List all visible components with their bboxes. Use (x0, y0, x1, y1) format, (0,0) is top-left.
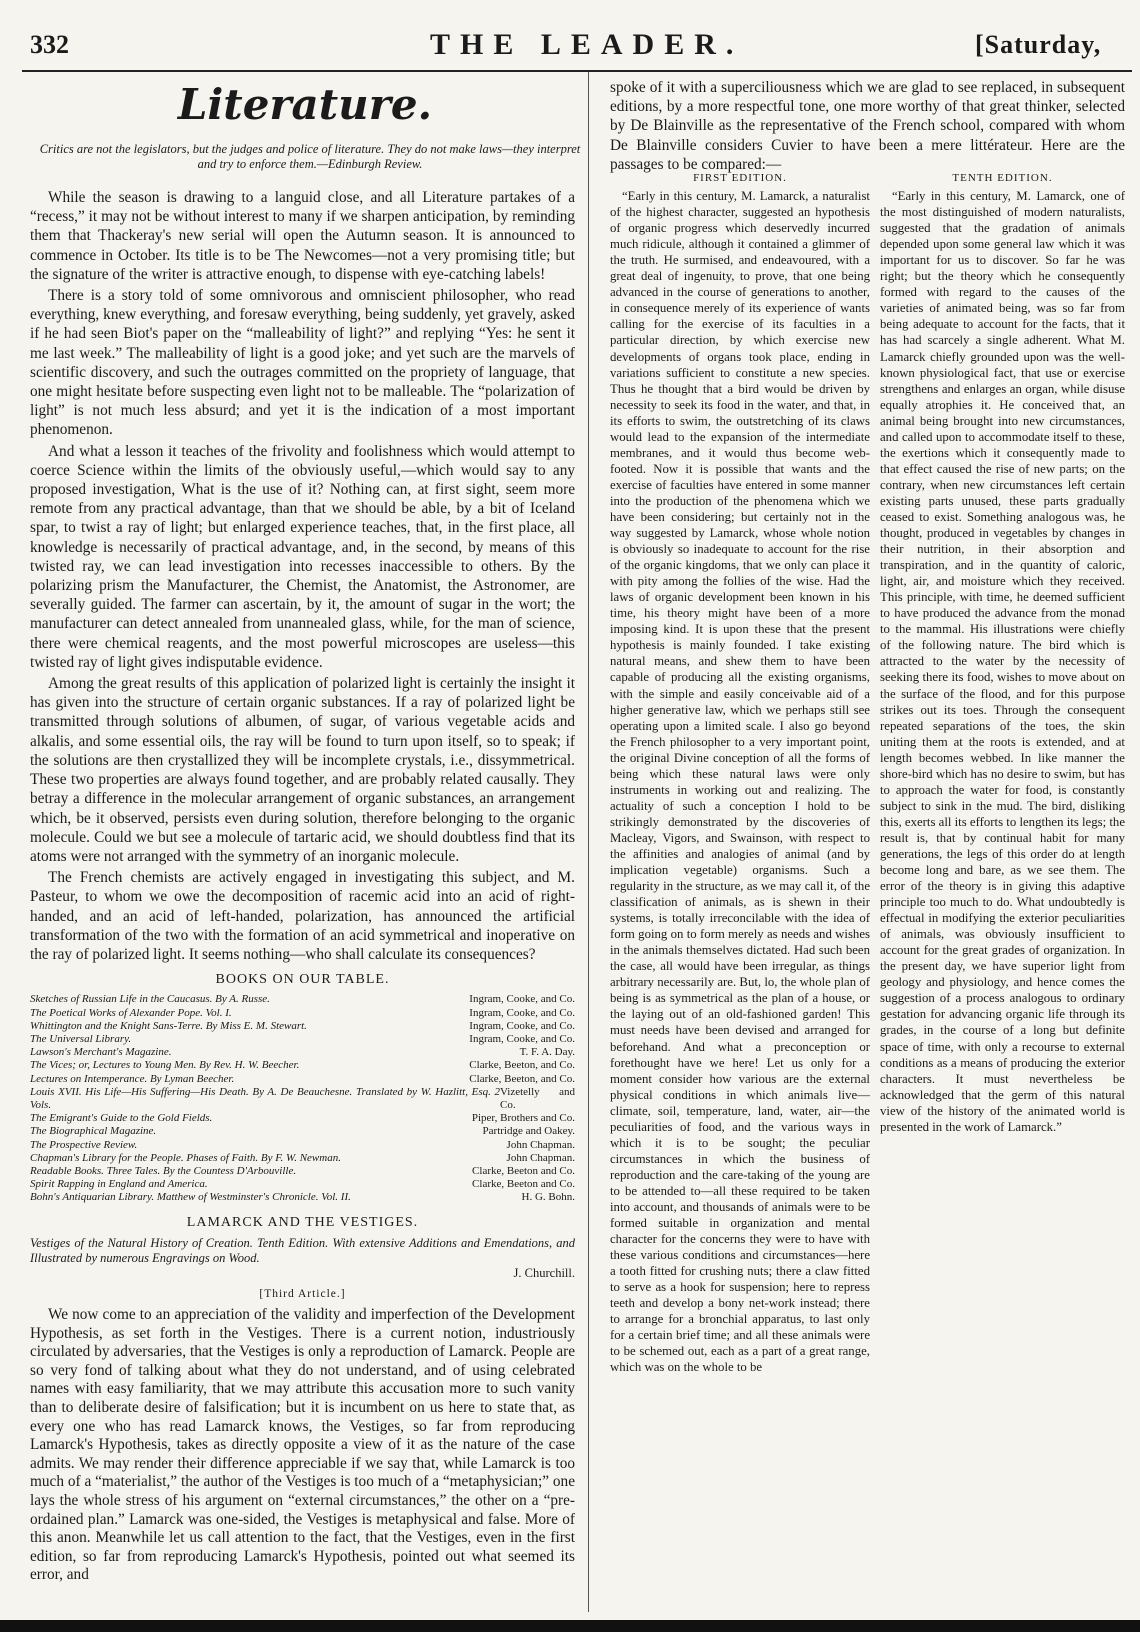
list-item (30, 1086, 575, 1112)
book-title: Spirit Rapping in England and America. (30, 1178, 208, 1191)
list-item (30, 1112, 575, 1125)
book-publisher: Ingram, Cooke, and Co. (469, 1032, 575, 1045)
book-title: The Poetical Works of Alexander Pope. Vol. I. (30, 1006, 232, 1019)
tenth-edition-heading: TENTH EDITION. (952, 172, 1053, 184)
book-title: Readable Books. Three Tales. By the Countess D'Arbouville. (30, 1164, 297, 1177)
first-edition-text: “Early in this century, M. Lamarck, a naturalist of the highest character, suggested an hypothesis of organic progress which deservedly incurred much ridicule, although it contained a glimmer of the truth. He surmised, and endeavoured, with a great deal of ingenuity, to prove, that one being advanced in the course of generations to another, in consequence merely of its experience of wants calling for the exercise of its faculties in a particular direction, by which exercise new developments of organs took place, ending in variations sufficient to constitute a new species. Thus he thought that a bird would be driven by necessity to seek its food in the water, and that, in its efforts to swim, the outstretching of its claws would lead to the expansion of the intermediate membranes, and it would thus become web-footed. Now it is possible that wants and the exercise of faculties have entered in some manner into the production of the phenomena which we have been considering; but certainly not in the way suggested by Lamarck, whose whole notion is obviously so inadequate to account for the rise of the organic kingdoms, that we only can place it with pity among the follies of the wise. Had the laws of organic development been known in his time, his theory might have been of a more imposing kind. It is upon these that the present hypothesis is mainly founded. I take existing natural means, and shew them to have been capable of producing all the existing organisms, with the simple and easily conceivable aid of a higher generative law, which we perhaps still see operating upon a limited scale. I also go beyond the French philosopher to a very important point, the original Divine conception of all the forms of being which these natural laws were only instruments in working out and realizing. The actuality of such a conception I hold to be strikingly demonstrated by the discoveries of Macleay, Vigors, and Swainson, with respect to the affinities and analogies of animal (and by implication vegetable) organisms. Such a regularity in the structure, as we may call it, of the classification of animals, as is shewn in their systems, is totally irreconcilable with the idea of form going on to form merely as needs and wishes in the animals themselves dictated. Had such been the case, all would have been irregular, as things arbitrary necessarily are. But, lo, the whole plan of being is as symmetrical as the plan of a house, or the laying out of an old-fashioned garden! This must needs have been devised and arranged for beforehand. And what a preconception or forethought have we here! Let us only for a moment consider how various are the external physical conditions in which animals live—climate, soil, temperature, land, water, air—the peculiarities of food, and the various ways in which it is to be sought; the peculiar circumstances in which the business of reproduction and the care-taking of the young are to be attended to—all these required to be taken into account, and thousands of animals were to be formed suitable in organization and mental character for the concerns they were to have with these various conditions and circumstances—here a tooth fitted for crushing nuts; there a claw fitted to serve as a hook for suspension; here to repress teeth and develop a bony net-work instead; there to arrange for a bronchial apparatus, to last only for a certain brief time; and all these animals were to be schemed out, each as a part of a great range, which was on the whole to be (610, 189, 870, 1375)
issue-day: [Saturday, (975, 30, 1102, 59)
paragraph: Among the great results of this application of polarized light is certainly the insight it has given into the structure of certain organic substances. If a ray of polarized light be transmitted through solutions of albumen, of sugar, of various vegetable acids and alkalis, and some essential oils, the ray will be found to turn upon itself, so to speak; if the solutions are then crystallized they will be incomplete crystals, i.e., dissymmetrical. These two properties are always found together, and are probably related causally. They betray a difference in the molecular arrangement of organic substances, an arrangement which, be it observed, persists even during solution, therefore belonging to the organic molecule. Could we but see a molecule of tartaric acid, we should doubtless find that its atoms were not arranged with the symmetry of an inorganic molecule. (30, 675, 575, 865)
list-item (30, 1191, 575, 1204)
newspaper-title: THE LEADER. (430, 28, 744, 61)
book-publisher: Ingram, Cooke, and Co. (469, 993, 575, 1006)
list-item (30, 1046, 575, 1059)
book-title: Lawson's Merchant's Magazine. (30, 1046, 172, 1059)
book-title: Louis XVII. His Life—His Suffering—His Death. By A. De Beauchesne. Translated by W. Hazlitt, Esq. 2 Vols. (30, 1085, 501, 1111)
review-citation: Vestiges of the Natural History of Creation. Tenth Edition. With extensive Additions and Emendations, and Illustrated by numerous Engravings on Wood. (30, 1235, 575, 1265)
list-item (30, 1007, 575, 1020)
book-publisher: John Chapman. (506, 1138, 575, 1151)
list-item (30, 1073, 575, 1086)
book-title: Lectures on Intemperance. By Lyman Beecher. (30, 1072, 235, 1085)
list-item (30, 1139, 575, 1152)
list-item (30, 1165, 575, 1178)
book-title: The Vices; or, Lectures to Young Men. By Rev. H. W. Beecher. (30, 1059, 300, 1072)
book-title: Chapman's Library for the People. Phases of Faith. By F. W. Newman. (30, 1151, 341, 1164)
tenth-edition-text: “Early in this century, M. Lamarck, one of the most distinguished of modern naturalists, suggested that the gradation of animals depended upon some general law which it was important for us to discover. So far he was right; but the theory which he consequently formed with regard to the causes of the varieties of animated being, was so far from being adequate to account for the facts, that it has had scarcely a single adherent. What M. Lamarck chiefly grounded upon was the well-known physiological fact, that use or exercise strengthens and enlarges an organ, while disuse equally atrophies it. He conceived that, an animal being brought into new circumstances, and called upon to accommodate itself to these, the exertions which it consequently made to that effect caused the rise of new parts; on the contrary, when new circumstances left certain existing parts unused, these parts gradually ceased to exist. Something analogous was, he thought, produced in vegetables by changes in their nutrition, in their absorption and transpiration, and in the quantity of caloric, light, air, and moisture which they received. This principle, with time, he deemed sufficient to have produced the advance from the monad to the mammal. His illustrations were chiefly of the following nature. The bird which is attracted to the water by the necessity of seeking there its food, wishes to move about on the surface of the flood, and for this purpose strikes out its toes. Through the consequent repeated separations of the toes, the skin uniting them at the roots is extended, and at length becomes webbed. In like manner the shore-bird which has no desire to swim, but has to approach the water for food, is constantly subject to sink in the mud. The bird, disliking this, exerts all its efforts to lengthen its legs; the result is, that by continual habit for many generations, the legs of this order do at length become long and bare, as we see them. The error of the theory is in giving this adaptive principle too much to do. What undoubtedly is effectual in modifying the exterior peculiarities of animals, was obviously insufficient to account for the great grades of organization. In the present day, we have superior light from geology and physiology, and hence comes the suggestion of a process analogous to ordinary gestation for advancing organic life through its grades, in the course of a long but definite space of time, with only a recourse to external conditions as a means of producing the exterior characters. It must nevertheless be acknowledged that the germ of this natural view of the history of the animated world is presented in the work of Lamarck.” (880, 189, 1125, 1134)
book-publisher: Vizetelly and Co. (500, 1085, 575, 1111)
page-number: 332 (30, 30, 69, 59)
book-publisher: H. G. Bohn. (521, 1191, 575, 1204)
books-heading: BOOKS ON OUR TABLE. (215, 972, 390, 988)
book-title: The Biographical Magazine. (30, 1125, 157, 1138)
list-item (30, 1178, 575, 1191)
right-intro: spoke of it with a superciliousness which we are glad to see replaced, in subsequent editions, by a more respectful tone, one more worthy of that great thinker, selected by De Blainville as the representative of the French school, compared with whom De Blainville considers Cuvier to have been a mere littérateur. Here are the passages to be compared:— (610, 79, 1125, 173)
book-title: The Prospective Review. (30, 1138, 138, 1151)
list-item (30, 1059, 575, 1072)
first-edition-heading: FIRST EDITION. (693, 172, 787, 184)
book-publisher: Clarke, Beeton and Co. (472, 1178, 575, 1191)
paragraph: While the season is drawing to a languid close, and all Literature partakes of a “recess,” it may not be without interest to many if we sharpen anticipation, by reminding them that Thackeray's new serial will open the Autumn season. It is announced to commence in October. Its title is to be The Newcomes—not a very promising title; but the signature of the writer is attractive enough, to dispense with eye-catching labels! (30, 189, 575, 283)
epigraph: Critics are not the legislators, but the judges and police of literature. They do not make laws—they interpret and try to enforce them.—Edinburgh Review. (39, 142, 581, 171)
column-divider (588, 72, 589, 1612)
paragraph: The French chemists are actively engaged in investigating this subject, and M. Pasteur, to whom we owe the decomposition of racemic acid into an acid of right-handed, and an acid of left-handed, polarization, has announced the artificial transformation of the two with the formation of an acid symmetrical and inoperative on the ray of polarized light. It seems nothing—who shall calculate its consequences? (30, 869, 575, 963)
article-label: [Third Article.] (259, 1287, 346, 1300)
first-edition-column (610, 170, 870, 1376)
review-publisher: J. Churchill. (513, 1265, 575, 1280)
list-item (30, 993, 575, 1006)
book-publisher: Partridge and Oakey. (482, 1125, 575, 1138)
book-title: Whittington and the Knight Sans-Terre. By Miss E. M. Stewart. (30, 1019, 307, 1032)
book-title: Bohn's Antiquarian Library. Matthew of Westminster's Chronicle. Vol. II. (30, 1191, 351, 1204)
section-title: Literature. (177, 80, 433, 129)
book-publisher: Ingram, Cooke, and Co. (469, 1019, 575, 1032)
book-publisher: Clarke, Beeton, and Co. (469, 1072, 575, 1085)
book-title: The Universal Library. (30, 1032, 132, 1045)
book-publisher: Ingram, Cooke, and Co. (469, 1006, 575, 1019)
paragraph: And what a lesson it teaches of the frivolity and foolishness which would attempt to coerce Science within the limits of the obviously useful,—which would say to any proposed investigation, What is the use of it? Nothing can, at first sight, seem more remote from any practical advantage, than that we should be able, by a bit of Iceland spar, to twist a ray of light; but enlarged experience teaches, that, in the first place, all knowledge is necessarily of practical advantage, and, in the second, by means of this twisted ray, we can lead investigation into recesses inaccessible to others. By the polarizing prism the Manufacturer, the Chemist, the Anatomist, the Astronomer, are severally guided. The farmer can ascertain, by it, the amount of sugar in the wort; the manufacturer can detect annealed from unannealed glass, while, for the man of science, there were chemical reagents, and the most powerful microscopes are useless—this twisted ray of light gives indisputable evidence. (30, 442, 575, 671)
left-column (30, 188, 575, 1587)
book-publisher: Piper, Brothers and Co. (471, 1112, 575, 1125)
book-publisher: John Chapman. (506, 1151, 575, 1164)
list-item (30, 1152, 575, 1165)
review-citation-block (30, 1236, 575, 1281)
list-item (30, 1125, 575, 1138)
list-item (30, 1020, 575, 1033)
masthead-rule (22, 70, 1132, 72)
review-body: We now come to an appreciation of the validity and imperfection of the Development Hypothesis, as set forth in the Vestiges. There is a current notion, industriously circulated by adversaries, that the Vestiges is only a reproduction of Lamarck. People are so very fond of talking about what they do not understand, and of using celebrated names with easy familiarity, that we may attribute this accusation more to such vanity than to deliberate desire of falsification; but it is incumbent on us here to state that, as every one who has read Lamarck knows, the Vestiges, so far from reproducing Lamarck's Hypothesis, takes as directly opposite a view of it as the nature of the case admits. We may render their difference appreciable if we say that, while Lamarck is too much of a “materialist,” the author of the Vestiges is too much of a “metaphysician;” one lays the whole stress of his argument on “external circumstances,” the other on a “pre-ordained plan.” Lamarck was one-sided, the Vestiges is metaphysical and false. More of this anon. Meanwhile let us call attention to the fact, that the Vestiges, even in the first edition, so far from reproducing Lamarck's Hypothesis, pointed out what seemed its error, and (30, 1305, 575, 1584)
paragraph: There is a story told of some omnivorous and omniscient philosopher, who read everything, knew everything, and foresaw everything, being suddenly, yet gravely, asked if he had seen Biot's paper on the “malleability of light?” and replying “Yes: he sent it me last week.” The malleability of light is a good joke; and yet such are the marvels of scientific discovery, and such the outrages committed on the propriety of language, that one might hesitate before suspecting even light not to be malleable. The “polarization of light” is not much less absurd; and yet it is the indication of a most important phenomenon. (30, 287, 575, 439)
books-list (30, 993, 575, 1204)
page-bottom-edge (0, 1620, 1140, 1632)
book-publisher: Clarke, Beeton and Co. (472, 1164, 575, 1177)
book-publisher: T. F. A. Day. (519, 1046, 575, 1059)
review-heading: LAMARCK AND THE VESTIGES. (186, 1214, 419, 1230)
tenth-edition-column (880, 170, 1125, 1135)
list-item (30, 1033, 575, 1046)
book-title: Sketches of Russian Life in the Caucasus. By A. Russe. (30, 993, 270, 1006)
book-title: The Emigrant's Guide to the Gold Fields. (30, 1112, 213, 1125)
book-publisher: Clarke, Beeton, and Co. (469, 1059, 575, 1072)
